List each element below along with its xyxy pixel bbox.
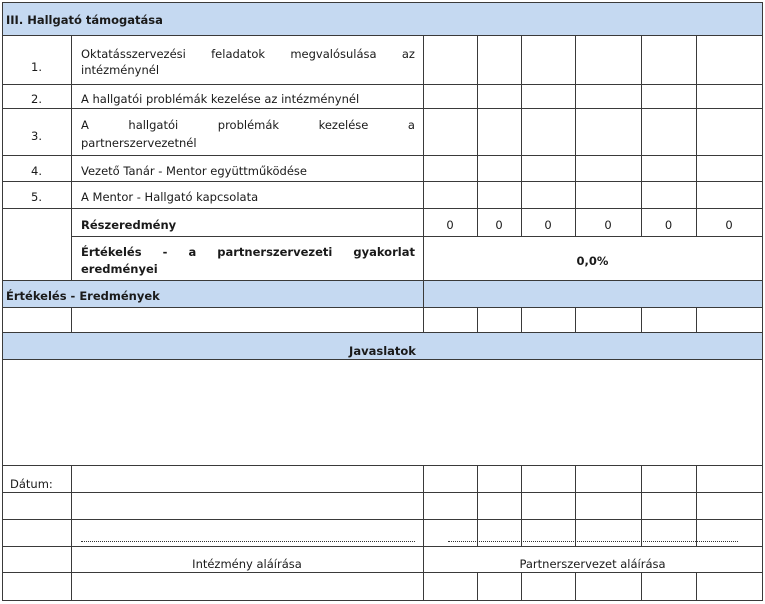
- subtotal-value: 0: [495, 218, 503, 232]
- subtotal-value: 0: [725, 218, 733, 232]
- subtotal-value: 0: [664, 218, 673, 232]
- date-label: Dátum:: [10, 477, 53, 491]
- institution-signature-label: Intézmény aláírása: [192, 557, 302, 571]
- row-number: 3.: [31, 129, 42, 143]
- subtotal-value: 0: [544, 218, 552, 232]
- section-title: III. Hallgató támogatása: [6, 13, 163, 27]
- row-number: 5.: [31, 190, 42, 204]
- suggestions-title: Javaslatok: [349, 344, 416, 358]
- suggestions-area[interactable]: [3, 360, 762, 465]
- row-number: 1.: [31, 60, 42, 74]
- row-label-line1: A hallgatói problémák kezelése a: [81, 118, 415, 132]
- row-label-line1: Oktatásszervezési feladatok megvalósulása az: [81, 47, 415, 61]
- evaluation-value: 0,0%: [576, 254, 609, 268]
- row-label: Vezető Tanár - Mentor együttműködése: [81, 164, 307, 178]
- row-number: 2.: [31, 92, 42, 106]
- subtotal-value: 0: [446, 218, 454, 232]
- row-label: A hallgatói problémák kezelése az intézménynél: [81, 92, 360, 106]
- partner-signature-label: Partnerszervezet aláírása: [519, 557, 666, 571]
- row-number: 4.: [31, 164, 42, 178]
- institution-signature-line: [81, 541, 415, 542]
- evaluation-label-line2: eredményei: [81, 262, 158, 276]
- partner-signature-line: [448, 541, 738, 542]
- results-title: Értékelés - Eredmények: [6, 289, 160, 303]
- row-label: A Mentor - Hallgató kapcsolata: [81, 190, 259, 204]
- row-label-line2: partnerszervezetnél: [81, 136, 197, 150]
- evaluation-label-line1: Értékelés - a partnerszervezeti gyakorlat: [81, 245, 415, 259]
- subtotal-value: 0: [604, 218, 612, 232]
- row-label-line2: intézménynél: [81, 63, 160, 77]
- subtotal-label: Részeredmény: [81, 218, 177, 232]
